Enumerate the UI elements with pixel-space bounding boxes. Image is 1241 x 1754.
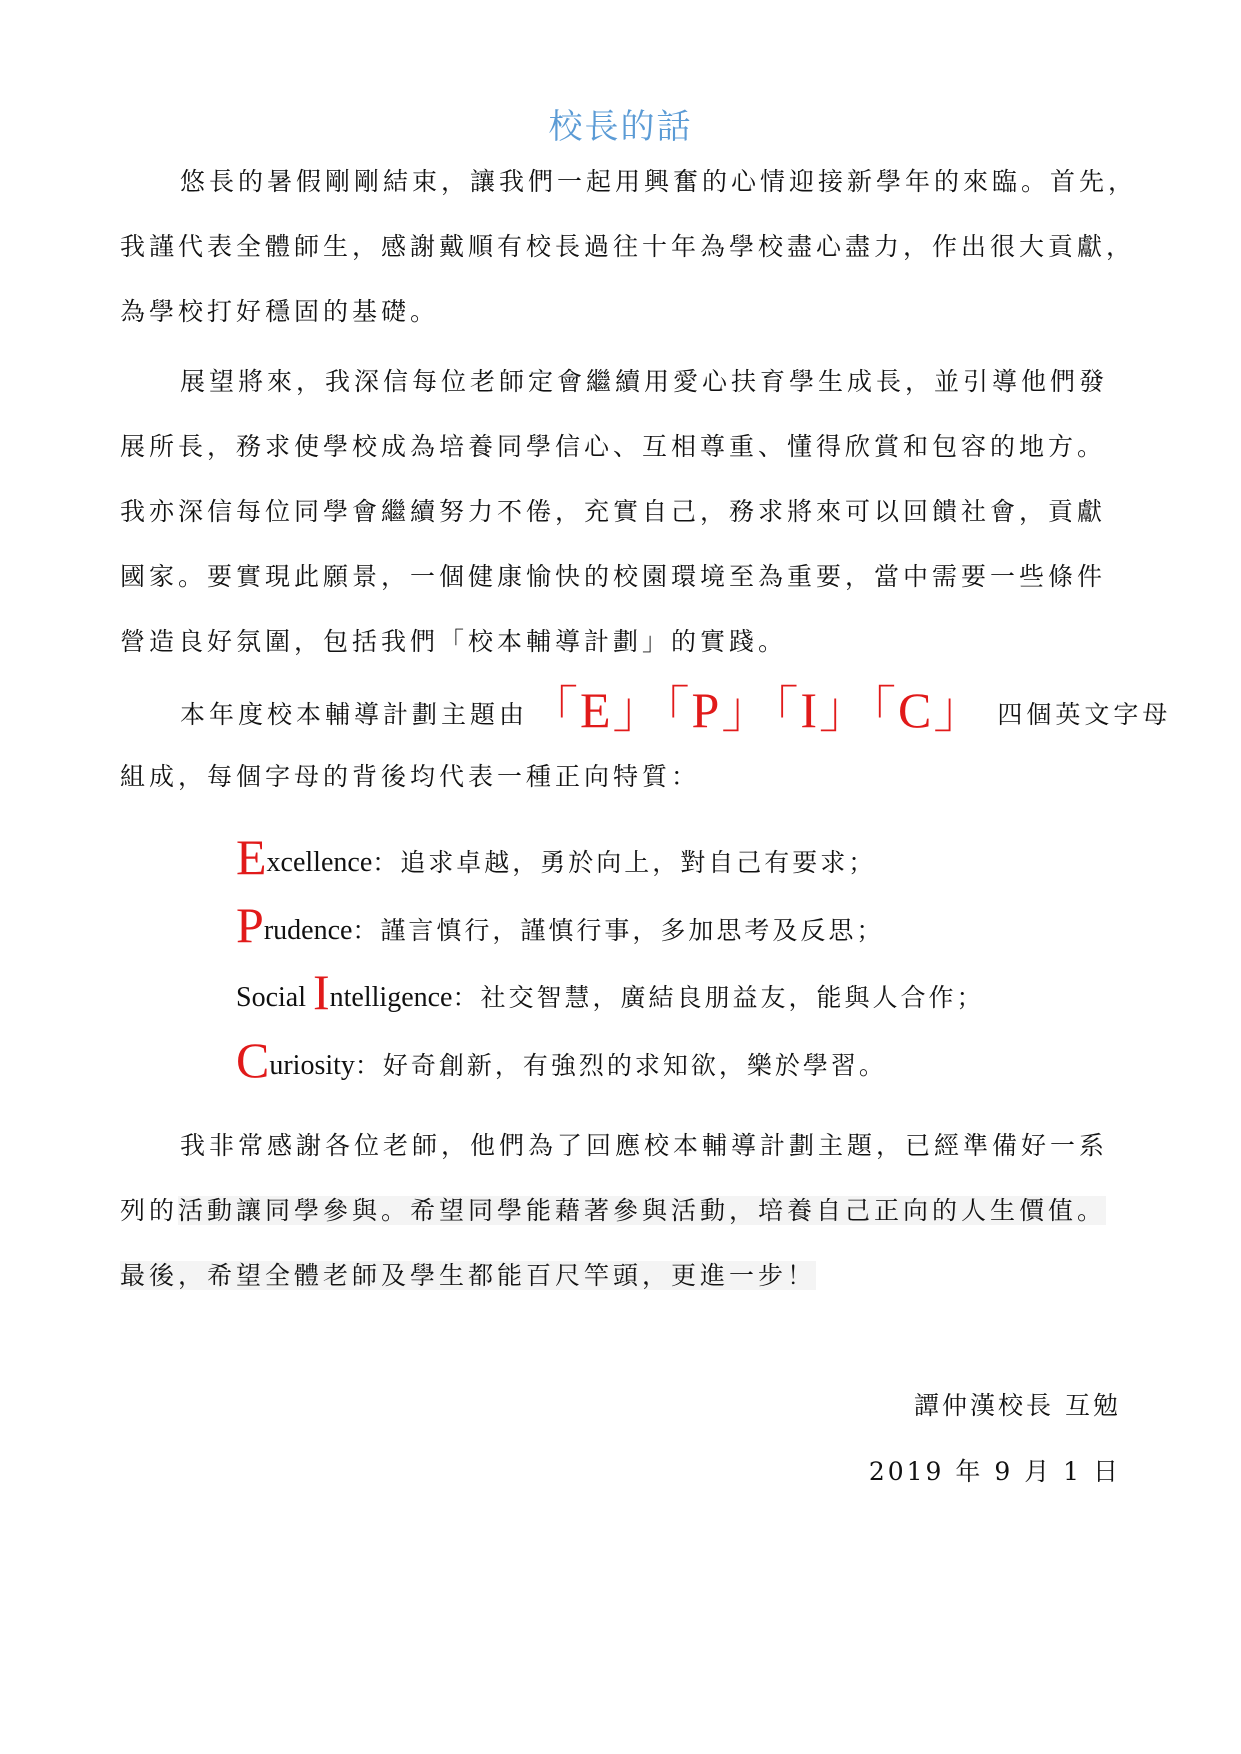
signature: 譚仲漢校長 互勉	[914, 1391, 1121, 1420]
value-word: uriosity	[269, 1050, 355, 1081]
paragraph-1-line-1: 悠長的暑假剛剛結束，讓我們一起用興奮的心情迎接新學年的來臨。首先，	[180, 167, 1138, 196]
value-word: xcellence	[266, 847, 373, 878]
value-word: ntelligence	[329, 982, 453, 1013]
value-initial: C	[236, 1032, 270, 1088]
paragraph-3-line-1	[180, 682, 1190, 738]
paragraph-2-line-3: 我亦深信每位同學會繼續努力不倦，充實自己，務求將來可以回饋社會，貢獻	[120, 497, 1107, 526]
value-item-social-intelligence	[236, 964, 985, 1023]
value-item-prudence	[236, 897, 885, 956]
paragraph-2-line-5: 營造良好氛圍，包括我們「校本輔導計劃」的實踐。	[120, 627, 788, 656]
highlighted-text: 最後，希望全體老師及學生都能百尺竿頭，更進一步！	[120, 1261, 817, 1290]
highlighted-text: 活動讓同學參與。希望同學能藉著參與活動，培養自己正向的人生價值。	[178, 1196, 1107, 1225]
value-initial: E	[236, 829, 267, 885]
value-word: rudence	[263, 915, 353, 946]
theme-prefix: 本年度校本輔導計劃主題由	[180, 700, 529, 729]
page-title: 校長的話	[548, 107, 693, 147]
paragraph-4-line-2: 列的活動讓同學參與。希望同學能藉著參與活動，培養自己正向的人生價值。	[120, 1196, 1107, 1225]
paragraph-2-line-4: 國家。要實現此願景，一個健康愉快的校園環境至為重要，當中需要一些條件	[120, 562, 1107, 591]
paragraph-2-line-1: 展望將來，我深信每位老師定會繼續用愛心扶育學生成長，並引導他們發	[180, 367, 1109, 396]
value-item-excellence	[236, 829, 877, 888]
theme-suffix: 四個英文字母	[997, 700, 1172, 729]
paragraph-3-line-2: 組成，每個字母的背後均代表一種正向特質：	[120, 762, 701, 791]
paragraph-2-line-2: 展所長，務求使學校成為培養同學信心、互相尊重、懂得欣賞和包容的地方。	[120, 432, 1107, 461]
paragraph-1-line-2: 我謹代表全體師生，感謝戴順有校長過往十年為學校盡心盡力，作出很大貢獻，	[120, 232, 1136, 261]
date: 2019 年 9 月 1 日	[868, 1457, 1121, 1486]
value-description: ：社交智慧，廣結良朋益友，能與人合作；	[452, 983, 985, 1012]
paragraph-4-line-3	[120, 1256, 1130, 1296]
paragraph-1-line-3: 為學校打好穩固的基礎。	[120, 297, 440, 326]
value-description: ：好奇創新，有強烈的求知欲，樂於學習。	[354, 1051, 887, 1080]
value-initial: P	[236, 897, 264, 953]
paragraph-4-line-1: 我非常感謝各位老師，他們為了回應校本輔導計劃主題，已經準備好一系	[180, 1131, 1109, 1160]
value-item-curiosity	[236, 1032, 887, 1091]
value-description: ：追求卓越，勇於向上，對自己有要求；	[372, 848, 877, 877]
value-prefix: Social	[236, 982, 313, 1013]
value-initial: I	[313, 964, 330, 1020]
value-description: ：謹言慎行，謹慎行事，多加思考及反思；	[352, 916, 885, 945]
epic-letters: 「E」「P」「I」「C」	[528, 682, 986, 738]
